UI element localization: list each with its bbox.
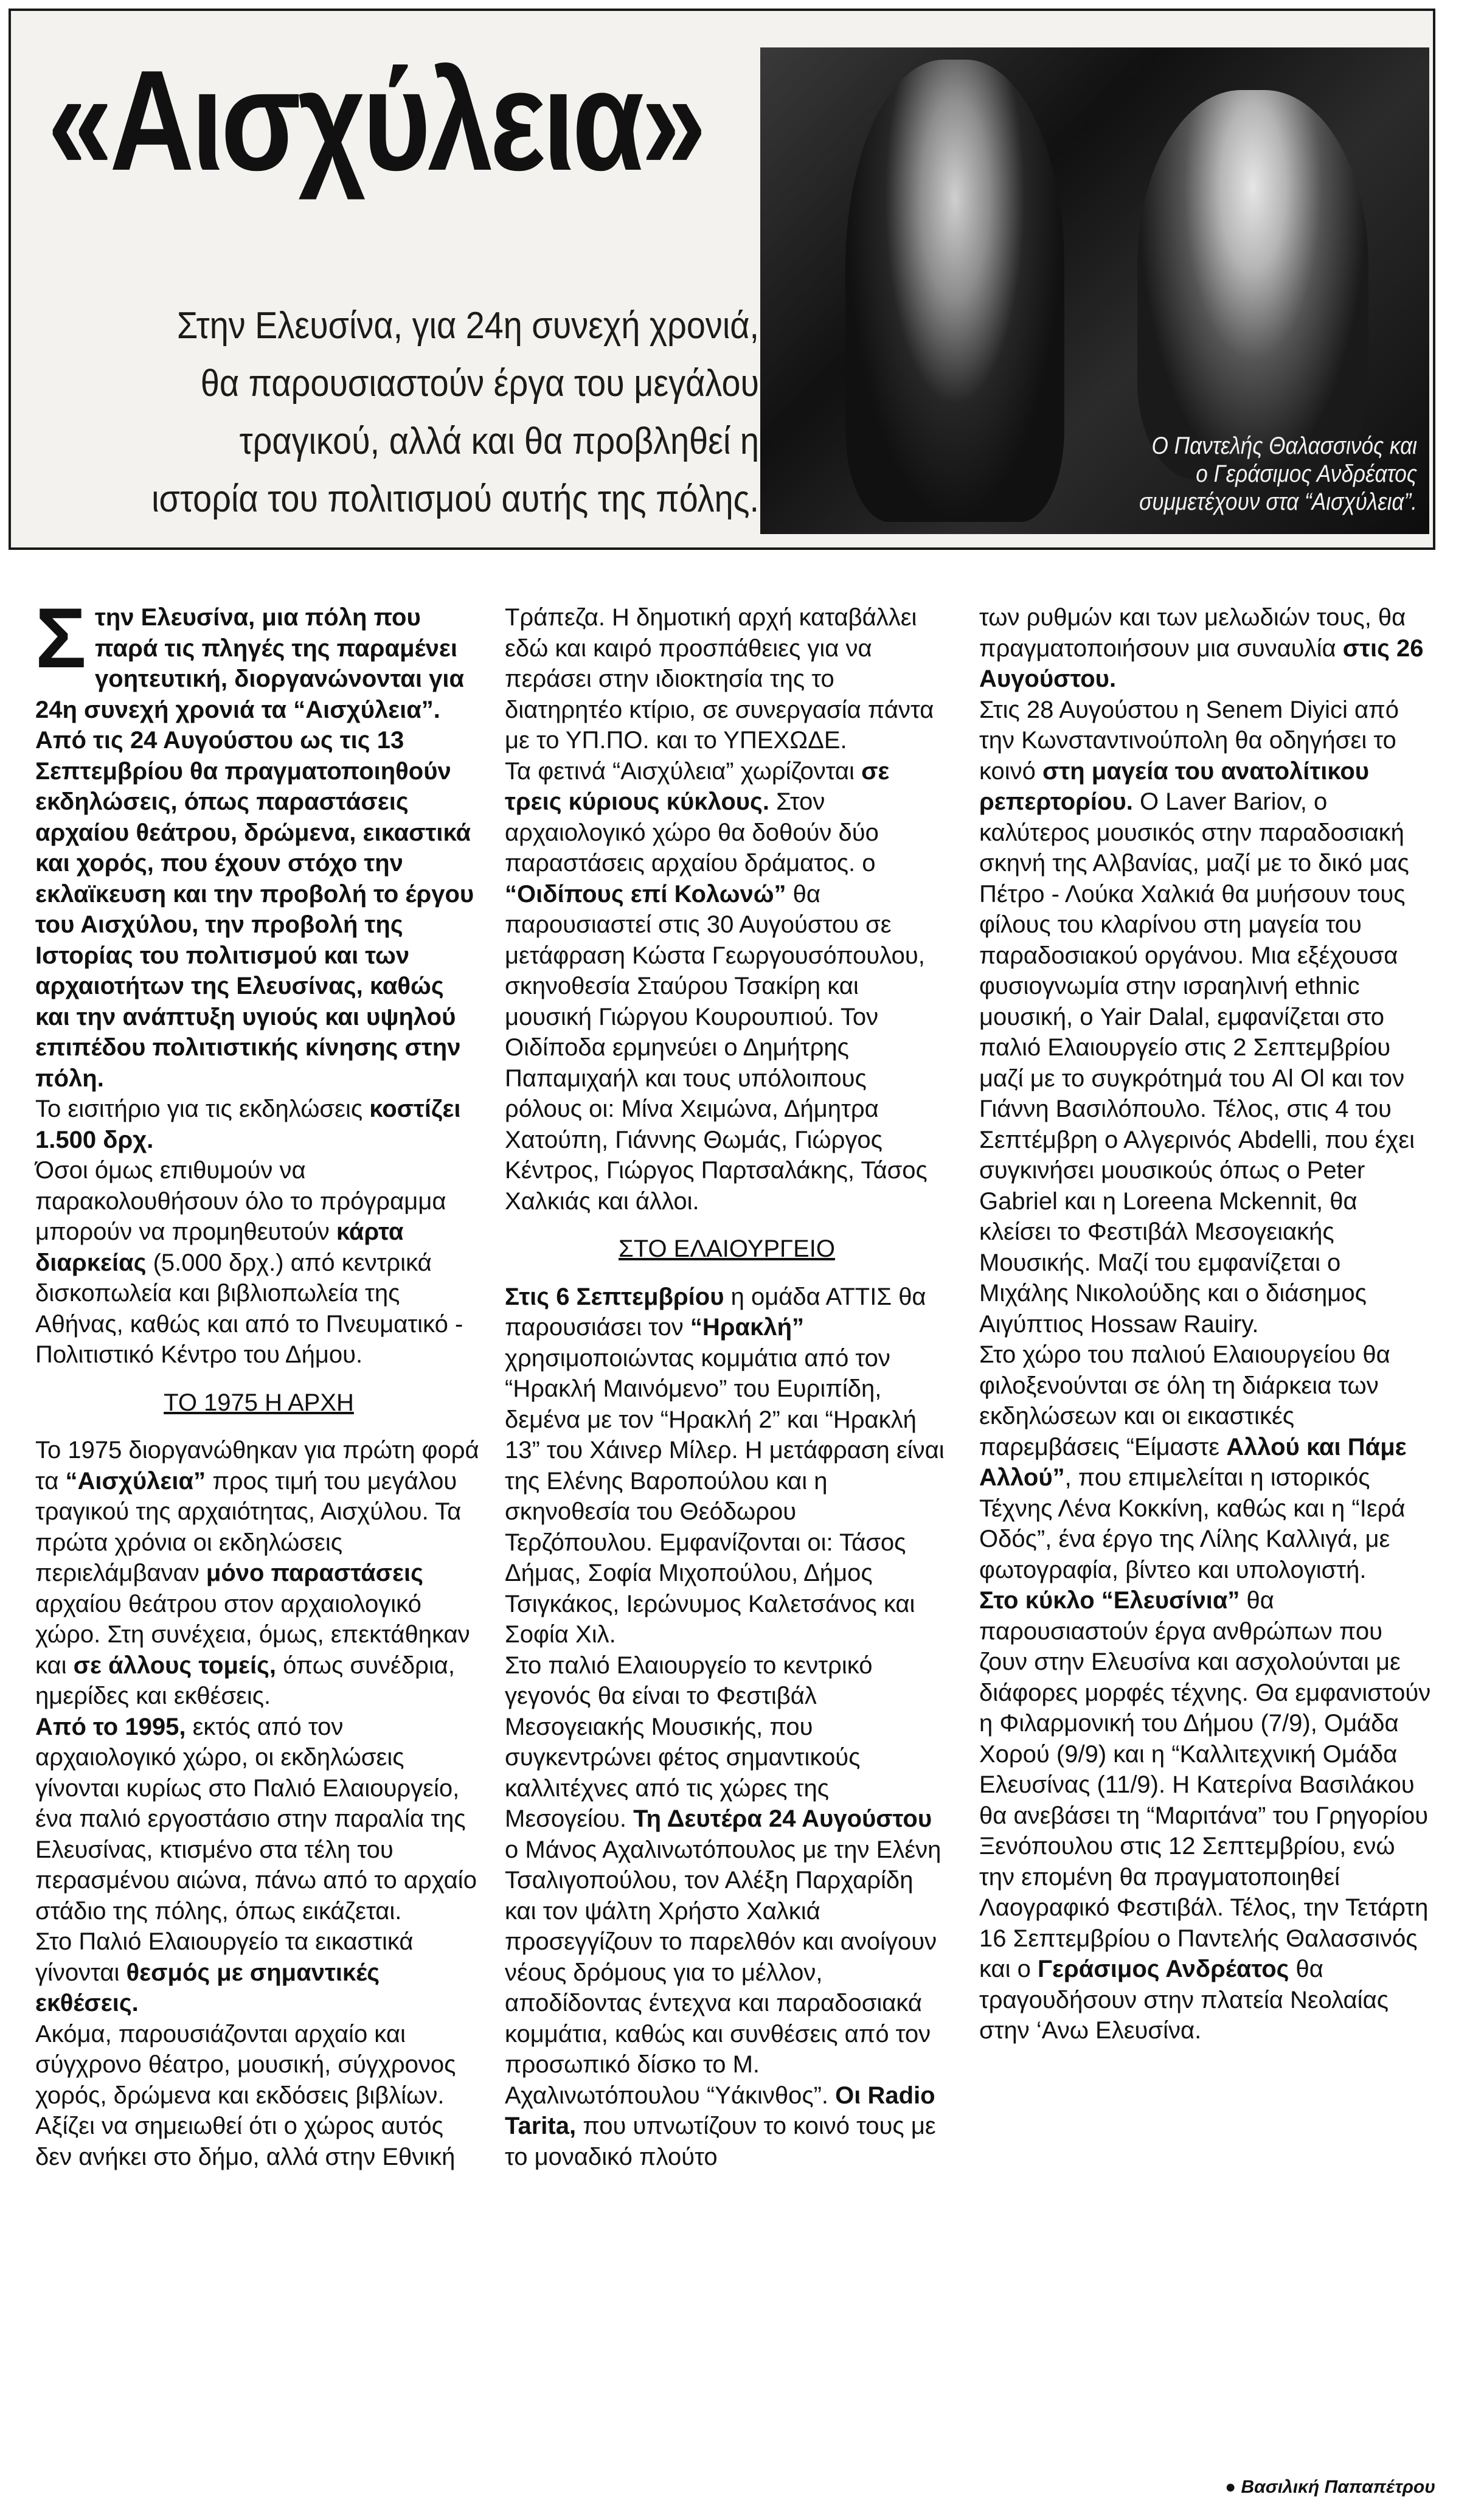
article-title: «Αισχύλεια» xyxy=(47,40,704,200)
history-bold-c: σε άλλους τομείς, xyxy=(73,1651,276,1679)
eleusinia-artist: Γεράσιμος Ανδρέατος xyxy=(1038,1956,1289,1982)
heracles-title: “Ηρακλή” xyxy=(690,1314,805,1341)
ticket-paragraph xyxy=(35,1094,482,1155)
heracles-text-a: η ομάδα ΑΤΤΙΣ θα παρουσιάσει τον xyxy=(505,1283,926,1341)
eleusinia-paragraph xyxy=(979,1585,1432,2046)
cycles-text-a: Τα φετινά “Αισχύλεια” χωρίζονται xyxy=(505,757,862,785)
article-header xyxy=(9,9,1435,550)
eleusinia-text-b: θα τραγουδήσουν στην πλατεία Νεολαίας στην ‘Ανω Ελευσίνα. xyxy=(979,1956,1389,2044)
festival-paragraph xyxy=(505,1650,949,2173)
musicians-text-a: Στις 28 Αυγούστου η Senem Diyici από την Κωνσταντινούπολη θα οδηγήσει το κοινό xyxy=(979,696,1399,785)
festival-radio-tarita: Οι Radio Tarita, xyxy=(505,2082,935,2139)
concert-text: των ρυθμών και των μελωδιών τους, θα πραγματοποιήσουν μια συναυλία xyxy=(979,604,1406,662)
ticket-price: κοστίζει 1.500 δρχ. xyxy=(35,1096,461,1153)
section-heading-1975: ΤΟ 1975 Η ΑΡΧΗ xyxy=(164,1389,354,1416)
cycles-bold-a: σε τρεις κύριους κύκλους. xyxy=(505,757,890,815)
visual-arts-paragraph xyxy=(35,1926,482,2019)
history-text-a: Το 1975 διοργανώθηκαν για πρώτη φορά τα xyxy=(35,1437,479,1495)
installations-text-a: Στο χώρο του παλιού Ελαιουργείου θα φιλοξενούνται σε όλη τη διάρκεια των εκδηλώσεων και οι εικαστικές παρεμβάσεις “Είμαστε xyxy=(979,1341,1390,1460)
history-bold-b: μόνο παραστάσεις xyxy=(206,1560,423,1586)
history-paragraph xyxy=(35,1435,482,1712)
heracles-text-b: χρησιμοποιώντας κομμάτια από τον “Ηρακλή Μαινόμενο” του Ευριπίδη, δεμένα με τον “Ηρακλή 2” και “Ηρακλή 13” του Χάινερ Μίλερ. Η μετάφραση είναι της Ελένης Βαροπούλου και η σκηνοθεσία του Θεόδωρου Τερζόπουλου. Εμφανίζονται οι: Τάσος Δήμας, Σοφία Μιχοπούλου, Δήμος Τσιγκάκος, Ιερώνυμος Καλετσάνος και Σοφία Χιλ. xyxy=(505,1344,945,1648)
since-1995-text: εκτός από τον αρχαιολογικό χώρο, οι εκδηλώσεις γίνονται κυρίως στο Παλιό Ελαιουργείο, ένα παλιό εργοστάσιο στην παραλία της Ελευσίνας, κτισμένο στα τέλη του περασμένου αιώνα, πάνω από το αρχαίο στάδιο της πόλης, όπως εικάζεται. xyxy=(35,1713,477,1925)
history-text-d: όπως συνέδρια, ημερίδες και εκθέσεις. xyxy=(35,1651,455,1709)
musicians-text-b: Ο Laver Bariov, ο καλύτερος μουσικός στην παραδοσιακή σκηνή της Αλβανίας, μαζί με το δικό μας Πέτρο - Λούκα Χαλκιά θα μυήσουν τους φίλους του κλαρίνου στη μαγεία του παραδοσιακού οργάνου. Μια εξέχουσα φυσιογνωμία στην ισραηλινή ethnic μουσική, ο Yair Dalal, εμφανίζεται στο παλιό Ελαιουργείο στις 2 Σεπτεμβρίου μαζί με το συγκρότημά του Al Ol και τον Γιάννη Βασιλόπουλο. Τέλος, στις 4 του Σεπτέμβρη ο Αλγερινός Abdelli, που έχει συγκινήσει μουσικούς όπως ο Peter Gabriel και η Loreena Mckennit, θα κλείσει το Φεστιβάλ Μεσογειακής Μουσικής. Μαζί του εμφανίζεται ο Μιχάλης Νικολούδης και ο διάσημος Αιγύπτιος Hossaw Rauiry. xyxy=(979,788,1415,1338)
concert-paragraph xyxy=(979,602,1432,695)
season-card-text-b: (5.000 δρχ.) από κεντρικά δισκοπωλεία και βιβλιοπωλεία της Αθήνας, καθώς και από το Πνευματικό - Πολιτιστικό Κέντρο του Δήμου. xyxy=(35,1249,463,1368)
heracles-date: Στις 6 Σεπτεμβρίου xyxy=(505,1283,724,1310)
eleusinia-bold: Στο κύκλο “Ελευσίνια” xyxy=(979,1587,1240,1614)
history-text-b: προς τιμή του μεγάλου τραγικού της αρχαιότητας, Αισχύλου. Τα πρώτα χρόνια οι εκδηλώσεις περιελάμβαναν xyxy=(35,1467,462,1586)
column-1 xyxy=(35,590,482,2172)
festival-text-b: ο Μάνος Αχαλινωτόπουλος με την Ελένη Τσαλιγοπούλου, τον Αλέξη Παρχαρίδη και τον ψάλτη Χρήστο Χαλκιά προσεγγίζουν το παρελθόν και ανοίγουν νέους δρόμους για το μέλλον, αποδίδοντας έντεχνα και παραδοσιακά κομμάτια, καθώς και συνθέσεις από τον προσωπικό δίσκο το Μ. Αχαλινωτόπουλου “Υάκινθος”. xyxy=(505,1836,941,2109)
installations-bold: Αλλού και Πάμε Αλλού” xyxy=(979,1433,1407,1491)
bank-paragraph: Τράπεζα. Η δημοτική αρχή καταβάλλει εδώ και καιρό προσπάθειες για να περάσει στην ιδιοκτησία της το διατηρητέο κτίριο, σε συνεργασία πάντα με το ΥΠ.ΠΟ. και το ΥΠΕΧΩΔΕ. xyxy=(505,604,934,754)
article-subtitle: Στην Ελευσίνα, για 24η συνεχή χρονιά, θα παρουσιαστούν έργα του μεγάλου τραγικού, αλλά και θα προβληθεί η ιστορία του πολιτισμού αυτής της πόλης. xyxy=(151,305,759,520)
season-card-text-a: Όσοι όμως επιθυμούν να παρακολουθήσουν όλο το πρόγραμμα μπορούν να προμηθευτούν xyxy=(35,1157,446,1245)
lead-text: την Ελευσίνα, μια πόλη που παρά τις πληγές της παραμένει γοητευτική, διοργανώνονται για 24η συνεχή χρονιά τα “Αισχύλεια”. Από τις 24 Αυγούστου ως τις 13 Σεπτεμβρίου θα πραγματοποιηθούν εκδηλώσεις, όπως παραστάσεις αρχαίου θεάτρου, δρώμενα, εικαστικά και χορός, που έχουν στόχο την εκλαϊκευση και την προβολή το έργου του Αισχύλου, την προβολή της Ιστορίας του πολιτισμού και των αρχαιοτήτων της Ελευσίνας, καθώς και την ανάπτυξη υγιούς και υψηλού επιπέδου πολιτιστικής κίνησης στην πόλη. xyxy=(35,604,474,1092)
article-photo xyxy=(760,47,1429,534)
festival-text-a: Στο παλιό Ελαιουργείο το κεντρικό γεγονός θα είναι το Φεστιβάλ Μεσογειακής Μουσικής, που συγκεντρώνει φέτος σημαντικούς καλλιτέχνες από τις χώρες της Μεσογείου. xyxy=(505,1651,873,1832)
photo-person-left xyxy=(845,60,1064,522)
drop-cap: Σ xyxy=(35,590,87,686)
visual-arts-bold: θεσμός με σημαντικές εκθέσεις. xyxy=(35,1959,380,2016)
photo-person-right xyxy=(1137,90,1368,479)
lead-paragraph xyxy=(35,590,482,1094)
column-2 xyxy=(505,602,949,2172)
more-events-paragraph: Ακόμα, παρουσιάζονται αρχαίο και σύγχρονο θέατρο, μουσική, σύγχρονος χορός, δρώμενα και εκδόσεις βιβλίων. Αξίζει να σημειωθεί ότι ο χώρος αυτός δεν ανήκει στο δήμο, αλλά στην Εθνική xyxy=(35,2020,456,2170)
musicians-bold: στη μαγεία του ανατολίτικου ρεπερτορίου. xyxy=(979,757,1370,815)
season-card-paragraph xyxy=(35,1155,482,1370)
since-1995-paragraph xyxy=(35,1712,482,1927)
photo-caption: Ο Παντελής Θαλασσινός και ο Γεράσιμος Ανδρέατος συμμετέχουν στα “Αισχύλεια”. xyxy=(1139,432,1417,515)
heracles-paragraph xyxy=(505,1282,949,1650)
ticket-text: Το εισιτήριο για τις εκδηλώσεις xyxy=(35,1096,370,1122)
cycles-text-c: θα παρουσιαστεί στις 30 Αυγούστου σε μετάφραση Κώστα Γεωργουσόπουλου, σκηνοθεσία Σταύρου Τσακίρη και μουσική Γιώργου Κουρουπιού. Τον Οιδίποδα ερμηνεύει ο Δημήτρης Παπαμιχαήλ και τους υπόλοιπους ρόλους οι: Μίνα Χειμώνα, Δήμητρα Χατούπη, Γιάννης Θωμάς, Γιώργος Κέντρος, Γιώργος Παρτσαλάκης, Τάσος Χαλκιάς και άλλοι. xyxy=(505,880,928,1215)
cycles-bold-b: “Οιδίπους επί Κολωνώ” xyxy=(505,880,786,908)
season-card-label: κάρτα διαρκείας xyxy=(35,1218,404,1276)
column-3 xyxy=(979,602,1432,2046)
visual-arts-text: Στο Παλιό Ελαιουργείο τα εικαστικά γίνονται xyxy=(35,1928,414,1986)
festival-date: Τη Δευτέρα 24 Αυγούστου xyxy=(633,1805,932,1832)
history-text-c: αρχαίου θεάτρου στον αρχαιολογικό χώρο. Στη συνέχεια, όμως, επεκτάθηκαν και xyxy=(35,1590,470,1679)
since-1995-bold: Από το 1995, xyxy=(35,1713,186,1740)
article-byline: ● Βασιλική Παπαπέτρου xyxy=(1225,2477,1435,2497)
eleusinia-text-a: θα παρουσιαστούν έργα ανθρώπων που ζουν στην Ελευσίνα και ασχολούνται με διάφορες μορφές τέχνης. Θα εμφανιστούν η Φιλαρμονική του Δήμου (7/9), Ομάδα Χορού (9/9) και η “Καλλιτεχνική Ομάδα Ελευσίνας (11/9). Η Κατερίνα Βασιλάκου θα ανεβάσει τη “Μαριτάνα” του Γρηγορίου Ξενόπουλου στις 12 Σεπτεμβρίου, ενώ την επομένη θα πραγματοποιηθεί Λαογραφικό Φεστιβάλ. Τέλος, την Τετάρτη 16 Σεπτεμβρίου ο Παντελής Θαλασσινός και ο xyxy=(979,1587,1431,1982)
musicians-paragraph xyxy=(979,695,1432,1340)
installations-text-b: , που επιμελείται η ιστορικός Τέχνης Λένα Κοκκίνη, καθώς και η “Ιερά Οδός”, ένα έργο της Λίλης Καλλιγά, με φωτογραφία, βίντεο και υπολογιστή. xyxy=(979,1464,1406,1583)
cycles-text-b: Στον αρχαιολογικό χώρο θα δοθούν δύο παραστάσεις αρχαίου δράματος. ο xyxy=(505,788,879,877)
installations-paragraph xyxy=(979,1339,1432,1585)
festival-text-c: που υπνωτίζουν το κοινό τους με το μοναδικό πλούτο xyxy=(505,2113,936,2170)
history-bold-a: “Αισχύλεια” xyxy=(65,1467,206,1495)
section-heading-elaiourgeio: ΣΤΟ ΕΛΑΙΟΥΡΓΕΙΟ xyxy=(619,1235,835,1262)
concert-date: στις 26 Αυγούστου. xyxy=(979,634,1424,692)
cycles-paragraph xyxy=(505,756,949,1217)
